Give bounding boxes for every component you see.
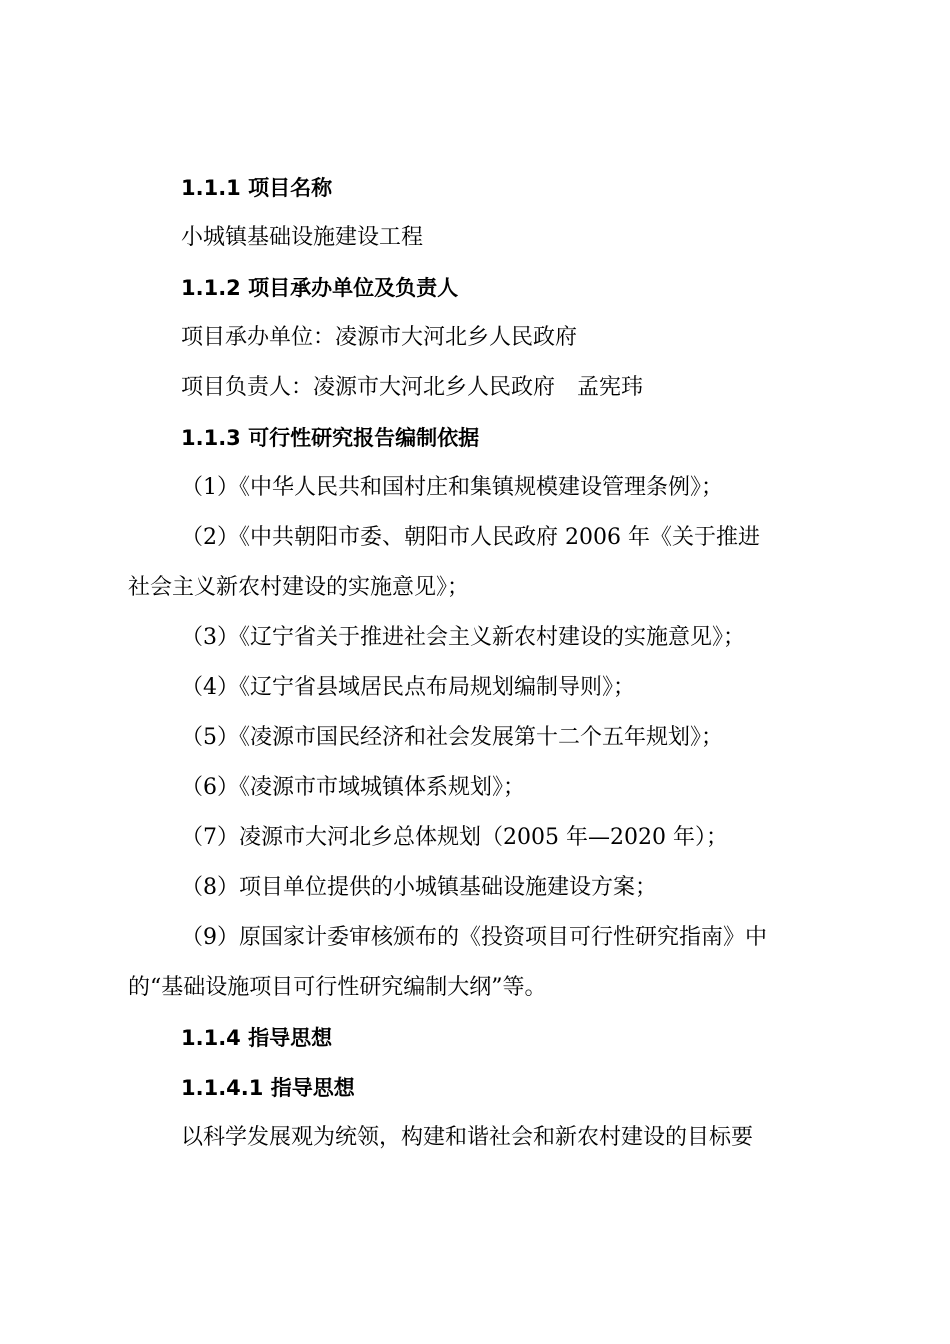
project-name-text: 小城镇基础设施建设工程 <box>181 225 424 250</box>
basis-item-5: （5）《凌源市国民经济和社会发展第十二个五年规划》； <box>181 725 723 750</box>
basis-item-8: （8）项目单位提供的小城镇基础设施建设方案； <box>181 875 657 900</box>
basis-item-9-continued: 的“基础设施项目可行性研究编制大纲”等。 <box>128 975 547 1000</box>
basis-item-9: （9）原国家计委审核颁布的《投资项目可行性研究指南》中 <box>181 925 767 950</box>
heading-1-1-1: 1.1.1 项目名称 <box>181 176 333 200</box>
responsible-person-text: 项目负责人：凌源市大河北乡人民政府 孟宪玮 <box>181 375 644 400</box>
basis-item-2: （2）《中共朝阳市委、朝阳市人民政府 2006 年《关于推进 <box>181 525 760 550</box>
basis-item-6: （6）《凌源市市域城镇体系规划》； <box>181 775 525 800</box>
guiding-thought-text: 以科学发展观为统领，构建和谐社会和新农村建设的目标要 <box>181 1125 754 1150</box>
heading-1-1-3: 1.1.3 可行性研究报告编制依据 <box>181 426 480 450</box>
host-unit-text: 项目承办单位：凌源市大河北乡人民政府 <box>181 325 578 350</box>
heading-1-1-4-1: 1.1.4.1 指导思想 <box>181 1076 355 1100</box>
basis-item-4: （4）《辽宁省县域居民点布局规划编制导则》； <box>181 675 635 700</box>
basis-item-7: （7）凌源市大河北乡总体规划（2005 年—2020 年）； <box>181 825 728 850</box>
heading-1-1-2: 1.1.2 项目承办单位及负责人 <box>181 276 459 300</box>
basis-item-2-continued: 社会主义新农村建设的实施意见》； <box>128 575 470 600</box>
basis-item-3: （3）《辽宁省关于推进社会主义新农村建设的实施意见》； <box>181 625 745 650</box>
heading-1-1-4: 1.1.4 指导思想 <box>181 1026 333 1050</box>
basis-item-1: （1）《中华人民共和国村庄和集镇规模建设管理条例》； <box>181 475 723 500</box>
